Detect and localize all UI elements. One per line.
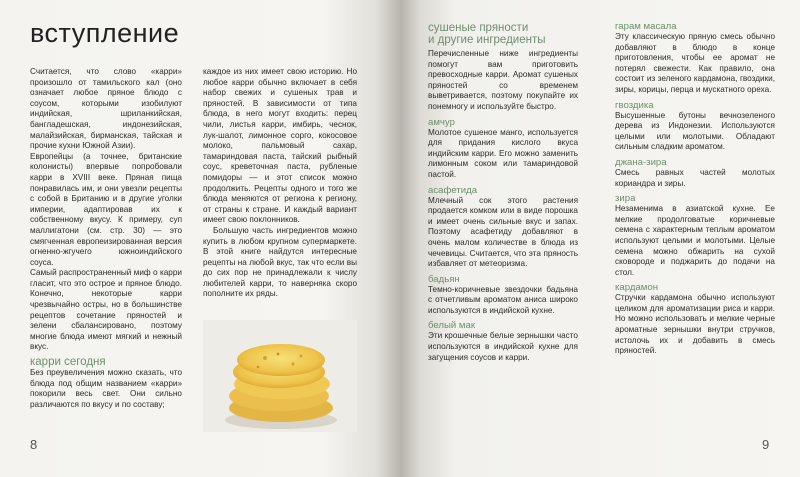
right-column-1 (428, 22, 578, 363)
intro-paragraph-3: Самый распространенный миф о карри гласит, что это острое и пряное блюдо. Конечно, некоторые карри чрезвычайно остры, но в большинстве рецептов сочетание пряностей и зелени сбалансировано, поэтому многие блюда имеют мягкий и нежный вкус. (30, 268, 182, 352)
spice-text-cardamom: Стручки кардамона обычно используют целиком для ароматизации риса и карри. Но можно использовать и мелкие черные ароматные зернышки внутри стручков, истолочь их и добавить в смесь пряностей. (615, 293, 775, 356)
poppadum-stack-image (203, 320, 357, 432)
spice-heading-asafoetida: асафетида (428, 184, 478, 196)
curry-today-paragraph: Без преувеличения можно сказать, что блюда под общим названием «карри» покорили весь свет. Они сильно различаются по вкусу и по составу; (30, 368, 182, 409)
intro-paragraph-2: Европейцы (а точнее, британские колонисты) впервые попробовали карри в XVIII веке. Пряная пища понравилась им, и они увезли рецепты с собой в Британию и в другие уголки империи, адаптировав их к собственному вкусу. К примеру, суп маллигатони (см. стр. 30) — это смягченная европеизированная версия огненно-жгучего южноиндийского соуса. (30, 151, 182, 267)
spice-text-clove: Высушенные бутоны вечнозеленого дерева из Индонезии. Используются целыми или молотыми. Обладают сильным сладким ароматом. (615, 110, 775, 152)
spice-text-white-poppy: Эти крошечные белые зернышки часто используются в индийской кухне для загущения соусов и карри. (428, 331, 578, 362)
column2-paragraph-1: каждое из них имеет свою историю. Но любое карри обычно включает в себя набор свежих и сушеных трав и пряностей. В зависимости от типа блюда, в него могут входить: перец чили, листья карри, имбирь, чеснок, лук-шалот, лимонное сорго, кокосовое молоко, пальмовый сахар, тамариндовая паста, тайский рыбный соус, креветочная паста, рубленые помидоры — и этот список можно продолжить. Рецепты одного и того же блюда меняются от региона к региону, от страны к стране. И каждый вариант имеет свою поклонников. (203, 67, 357, 225)
spices-heading-line-2: и другие ингредиенты (428, 34, 546, 46)
column2-paragraph-2: Большую часть ингредиентов можно купить в любом крупном супермаркете. В этой книге найдутся интересные рецепты на любой вкус, так что если вы до сих пор не принадлежали к числу любителей карри, то наверняка скоро пополните их ряды. (203, 225, 357, 299)
left-column-2 (203, 67, 357, 300)
page-title: вступление (30, 18, 180, 48)
spice-text-garam-masala: Эту классическую пряную смесь обычно добавляют в блюдо в конце приготовления, чтобы ее аромат не потерял свежести. Как правило, она состоит из зеленого кардамона, гвоздики, зиры, корицы, перца и мускатного ореха. (615, 32, 775, 94)
section-heading-curry-today: карри сегодня (30, 356, 106, 369)
poppadum-photo (203, 320, 357, 432)
page-number-left: 8 (30, 437, 38, 452)
spice-heading-white-poppy: белый мак (428, 320, 476, 332)
spice-heading-dhana-jeera: джана-зира (615, 156, 667, 168)
spice-heading-amchur: амчур (428, 116, 455, 128)
spice-text-dhana-jeera: Смесь равных частей молотых кориандра и зиры. (615, 167, 775, 188)
spice-heading-cardamom: кардамон (615, 282, 659, 294)
spices-intro: Перечисленные ниже ингредиенты помогут вам приготовить превосходные карри. Аромат сушеных пряностей со временем выветривается, поэтому покупайте их понемногу и используйте быстро. (428, 49, 578, 111)
spice-text-cumin: Незаменима в азиатской кухне. Ее мелкие продолговатые коричневые семена с характерным теплым ароматом используют целыми и молотыми. Целые семена можно обжарить на сухой сковороде и поджарить до подачи на стол. (615, 204, 775, 277)
spices-heading-line-1: сушеные пряности (428, 22, 529, 34)
intro-paragraph-1: Считается, что слово «карри» произошло от тамильского кал (оно означает любое пряное блюдо с соусом, которыми изобилуют индийская, шриланкийская, бангладешская, индонезийская, малайзийская, бирманская, тайская и прочие кухни Южной Азии). (30, 67, 182, 151)
spice-heading-clove: гвоздика (615, 99, 654, 111)
spice-heading-cumin: зира (615, 193, 636, 205)
spice-text-asafoetida: Млечный сок этого растения продается комком или в виде порошка и имеет очень сильные вкус и запах. Поэтому асафетиду добавляют в очень малом количестве в блюда из чечевицы. Считается, что эта пряность избавляет от метеоризма. (428, 195, 578, 269)
spice-text-star-anise: Темно-коричневые звездочки бадьяна с отчетливым ароматом аниса широко используются в индийской кухне. (428, 284, 578, 315)
page-number-right: 9 (762, 437, 770, 452)
right-column-2 (615, 22, 775, 357)
right-page (400, 0, 800, 477)
spice-heading-garam-masala: гарам масала (615, 21, 677, 32)
left-column-1 (30, 67, 182, 410)
spice-text-amchur: Молотое сушеное манго, используется для придания кислого вкуса индийским карри. Его можно заменить лимонным соком или тамариндовой пастой. (428, 127, 578, 179)
spice-heading-star-anise: бадьян (428, 273, 460, 285)
